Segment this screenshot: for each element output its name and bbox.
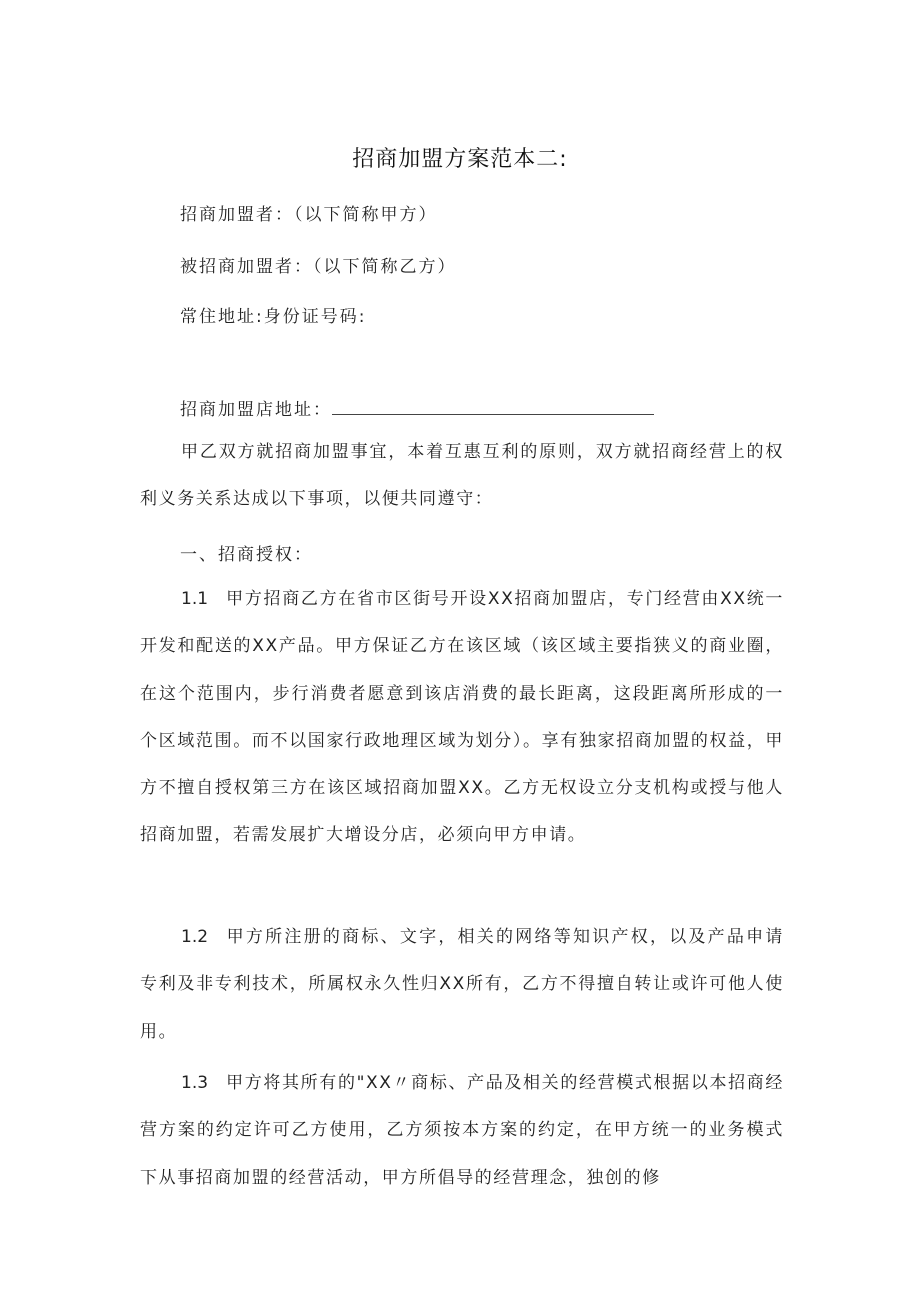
clause-number: 1.3: [181, 1073, 209, 1093]
store-address-line: [180, 395, 654, 420]
clause-text: 甲方所注册的商标、文字，相关的网络等知识产权，以及产品申请专利及非专利技术，所属权永久性归XX所有，乙方不得擅自转让或许可他人使用。: [140, 927, 784, 1042]
clause-1-2: [140, 914, 784, 1056]
clause-1-1: [140, 576, 784, 860]
franchisee-line: 被招商加盟者：（以下简称乙方）: [180, 257, 457, 277]
clause-text: 甲方招商乙方在省市区街号开设XX招商加盟店，专门经营由XX统一开发和配送的XX产品。甲方保证乙方在该区域（该区域主要指狭义的商业圈，在这个范围内，步行消费者愿意到该店消费的最长距离，这段距离所形成的一个区域范围。而不以国家行政地理区域为划分）。享有独家招商加盟的权益，甲方不擅自授权第三方在该区域招商加盟XX。乙方无权设立分支机构或授与他人招商加盟，若需发展扩大增设分店，必须向甲方申请。: [140, 589, 784, 846]
document-title: 招商加盟方案范本二:: [352, 147, 568, 172]
address-id-line: 常住地址:身份证号码:: [180, 307, 367, 327]
section-1-heading: 一、招商授权：: [180, 545, 313, 565]
store-address-label: 招商加盟店地址：: [180, 400, 332, 420]
clause-number: 1.2: [181, 927, 209, 947]
clause-number: 1.1: [181, 589, 209, 609]
clause-1-3: [140, 1060, 784, 1202]
clause-text: 甲方将其所有的"XX〃商标、产品及相关的经营模式根据以本招商经营方案的约定许可乙方使用，乙方须按本方案的约定，在甲方统一的业务模式下从事招商加盟的经营活动，甲方所倡导的经营理念，独创的修: [140, 1073, 784, 1188]
store-address-blank: [332, 400, 654, 415]
franchisor-line: 招商加盟者：（以下简称甲方）: [180, 205, 438, 225]
intro-paragraph: 甲乙双方就招商加盟事宜，本着互惠互利的原则，双方就招商经营上的权利义务关系达成以下事项，以便共同遵守：: [140, 442, 784, 510]
